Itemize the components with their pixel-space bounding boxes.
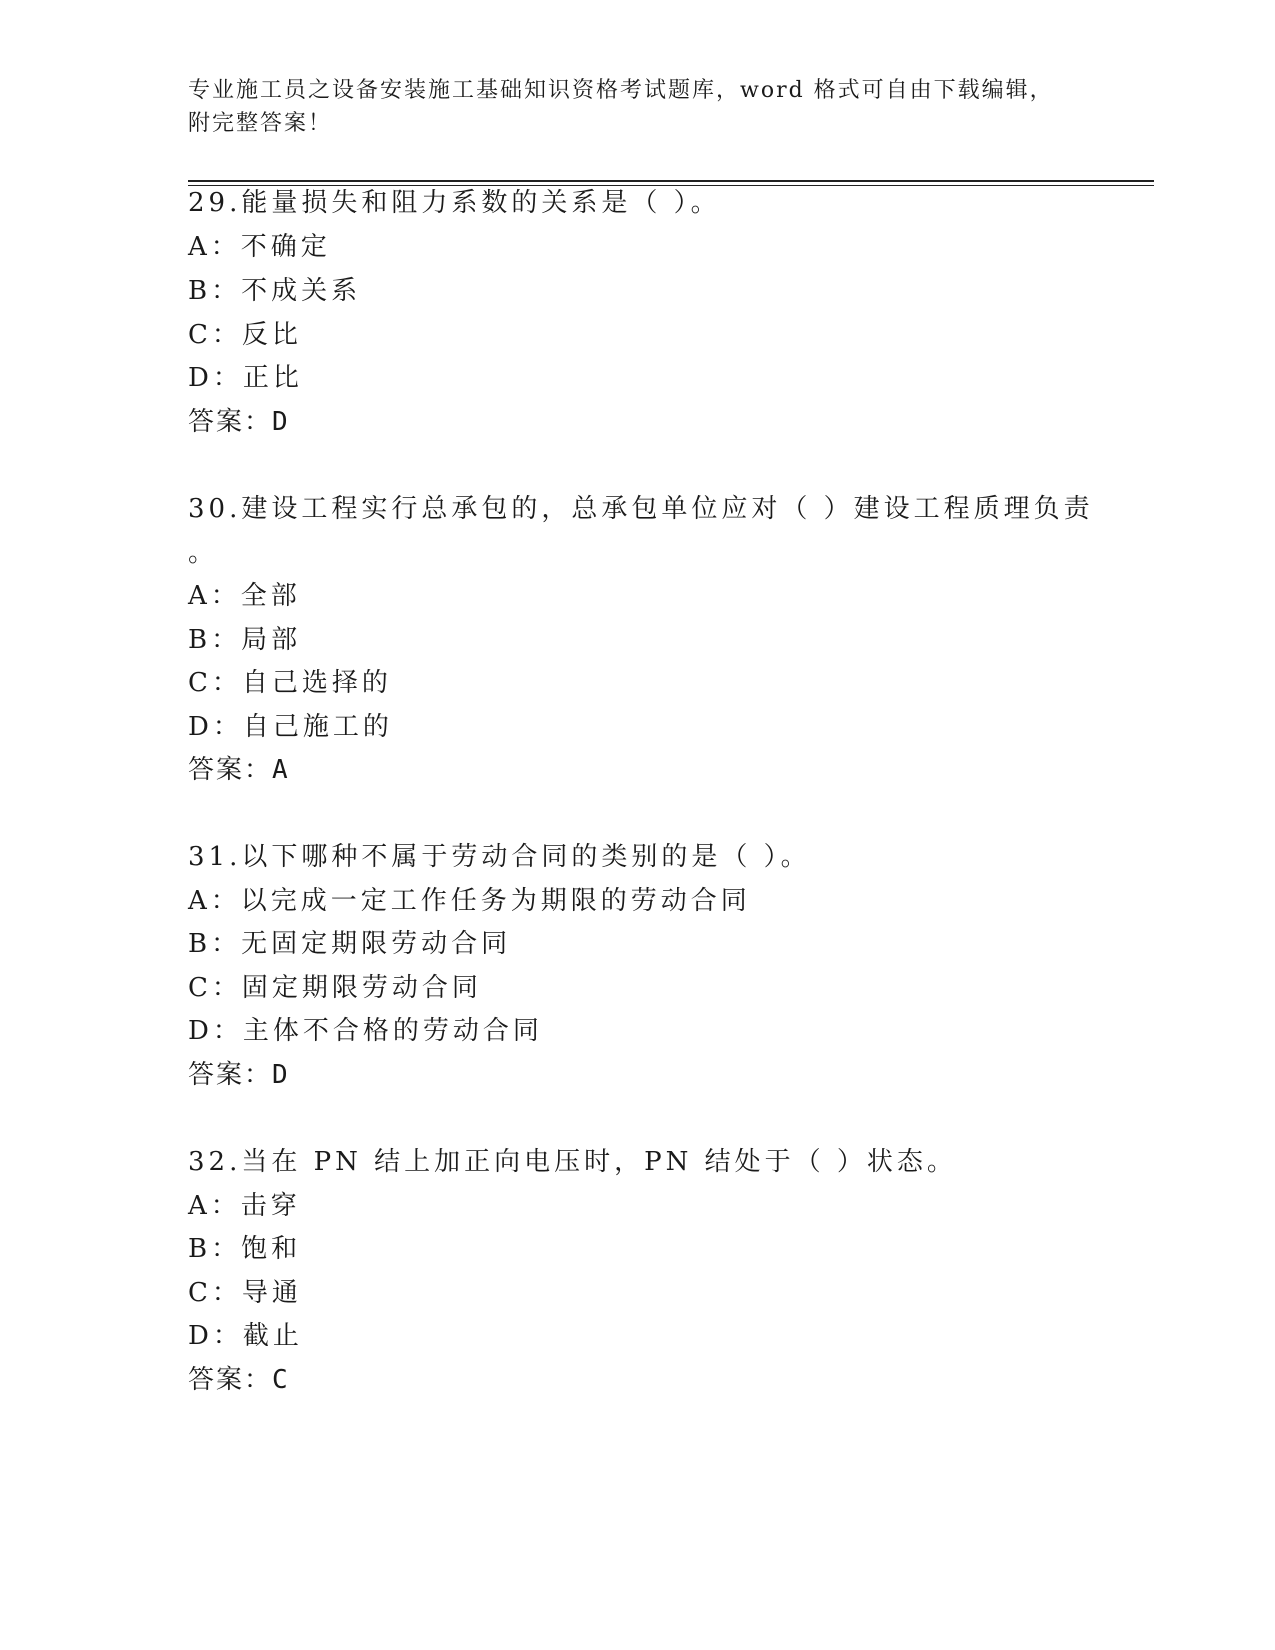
question-32-option-b: B：饱和 [188,1234,302,1264]
question-32-option-a: A：击穿 [188,1191,301,1221]
question-31-option-a: A：以完成一定工作任务为期限的劳动合同 [188,886,751,916]
question-30-option-b: B：局部 [188,625,302,655]
question-32-stem: 32.当在 PN 结上加正向电压时，PN 结处于（ ）状态。 [188,1147,957,1177]
answer-value: D [272,407,288,437]
header-line-1: 专业施工员之设备安装施工基础知识资格考试题库，word 格式可自由下载编辑， [188,78,1054,103]
answer-value: D [272,1060,288,1090]
question-30-stem: 30.建设工程实行总承包的，总承包单位应对（ ）建设工程质理负责 [188,494,1094,524]
question-29-answer [188,405,288,439]
question-31-stem: 31.以下哪种不属于劳动合同的类别的是（ ）。 [188,842,811,872]
question-29-option-b: B：不成关系 [188,276,362,306]
question-30-option-c: C：自己选择的 [188,668,392,698]
answer-value: C [272,1365,288,1395]
answer-label: 答案： [188,1365,273,1395]
document-header [188,74,1088,140]
question-31-option-b: B：无固定期限劳动合同 [188,929,512,959]
answer-label: 答案： [188,1060,273,1090]
header-divider-thick [188,180,1154,182]
question-30-stem-continuation: 。 [188,538,219,568]
question-31-answer [188,1058,288,1092]
question-29-option-d: D：正比 [188,363,303,393]
question-29-option-a: A：不确定 [188,232,331,262]
question-31-option-c: C：固定期限劳动合同 [188,973,482,1003]
question-30-option-a: A：全部 [188,581,301,611]
question-32-answer [188,1363,288,1397]
question-29-stem: 29.能量损失和阻力系数的关系是（ ）。 [188,188,721,218]
answer-label: 答案： [188,755,273,785]
answer-value: A [272,755,288,785]
question-29-option-c: C：反比 [188,320,302,350]
question-31-option-d: D：主体不合格的劳动合同 [188,1016,543,1046]
question-30-answer [188,753,288,787]
answer-label: 答案： [188,407,273,437]
question-32-option-d: D：截止 [188,1321,303,1351]
question-30-option-d: D：自己施工的 [188,712,393,742]
header-line-2: 附完整答案！ [188,111,333,136]
question-32-option-c: C：导通 [188,1278,302,1308]
